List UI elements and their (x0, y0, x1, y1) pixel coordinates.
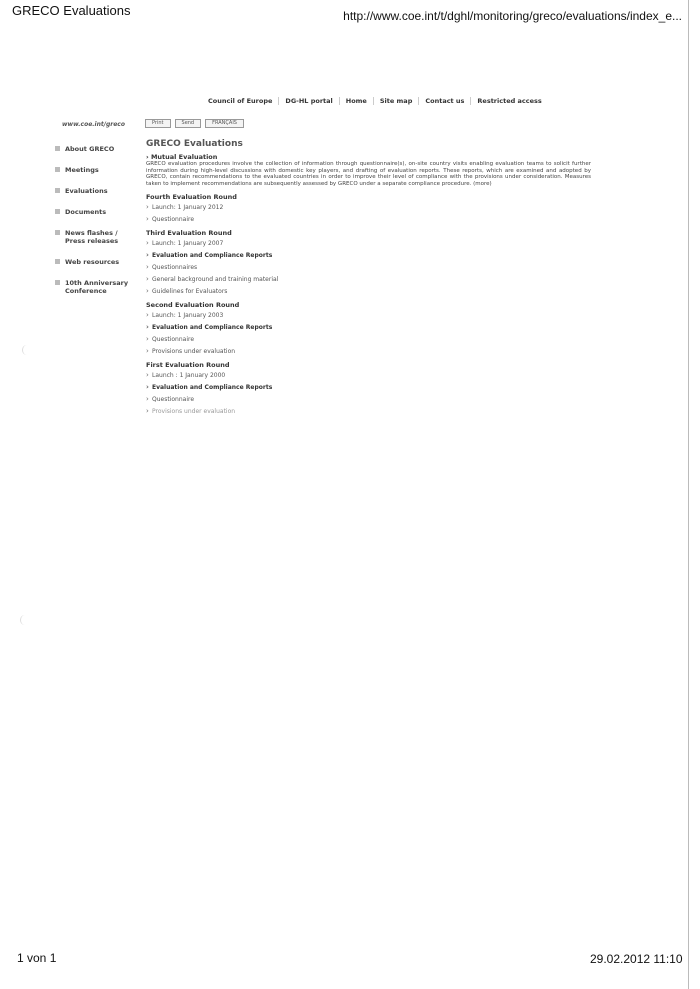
bullet-icon (55, 259, 60, 264)
section-subtitle: › Mutual Evaluation (146, 153, 218, 161)
page-edge-line (688, 0, 689, 989)
sidebar-item-news-flashes[interactable] (55, 229, 135, 245)
send-button[interactable]: Send (175, 119, 202, 128)
round-third (146, 229, 591, 295)
round-launch-item: › Launch: 1 January 2003 (146, 312, 591, 319)
nav-contact-us[interactable]: Contact us (419, 97, 471, 105)
sidebar (55, 145, 135, 308)
nav-council-of-europe[interactable]: Council of Europe (202, 97, 279, 105)
sidebar-item-label: Meetings (65, 166, 99, 174)
sidebar-item-about-greco[interactable] (55, 145, 135, 153)
sidebar-item-label: 10th Anniversary Conference (65, 279, 129, 295)
main-content (146, 139, 591, 420)
round-title: Fourth Evaluation Round (146, 193, 237, 201)
page-toolbar (145, 119, 244, 128)
print-button[interactable]: Print (145, 119, 171, 128)
round-launch-item: › Launch: 1 January 2012 (146, 204, 591, 211)
nav-dghl-portal[interactable]: DG-HL portal (279, 97, 339, 105)
scan-artifact (20, 615, 29, 625)
round-second (146, 301, 591, 355)
round-title: Second Evaluation Round (146, 301, 240, 309)
page-title: GRECO Evaluations (146, 139, 243, 149)
round-launch-item: › Launch: 1 January 2007 (146, 240, 591, 247)
print-footer-datetime: 29.02.2012 11:10 (590, 952, 683, 966)
round-link-questionnaire[interactable]: › Questionnaire (146, 336, 591, 343)
intro-paragraph: GRECO evaluation procedures involve the collection of information through questionnaire(s), on-site country visits enabling evaluation teams to solicit further information during high-level discussions with domestic key players, and drafting of evaluation reports. These reports, which are examined and adopted by GRECO, contain recommendations to the evaluated countries in order to improve their level of compliance with the provisions under consideration. Measures taken to implement recommendations are subsequently assessed by GRECO under a separate compliance procedure. (more) (146, 161, 591, 187)
sidebar-item-label: Documents (65, 208, 107, 216)
sidebar-item-documents[interactable] (55, 208, 135, 216)
round-fourth (146, 193, 591, 223)
round-link-reports[interactable]: › Evaluation and Compliance Reports (146, 384, 591, 391)
bullet-icon (55, 167, 60, 172)
sidebar-item-meetings[interactable] (55, 166, 135, 174)
round-link-provisions[interactable]: › Provisions under evaluation (146, 408, 591, 415)
bullet-icon (55, 230, 60, 235)
bullet-icon (55, 146, 60, 151)
bullet-icon (55, 188, 60, 193)
round-launch-item: › Launch : 1 January 2000 (146, 372, 591, 379)
nav-restricted-access[interactable]: Restricted access (477, 97, 542, 105)
sidebar-item-label: Web resources (65, 258, 120, 266)
sidebar-item-label: About GRECO (65, 145, 115, 153)
round-link-training-material[interactable]: › General background and training material (146, 276, 591, 283)
round-title: First Evaluation Round (146, 361, 230, 369)
round-link-provisions[interactable]: › Provisions under evaluation (146, 348, 591, 355)
bullet-icon (55, 209, 60, 214)
nav-home[interactable]: Home (340, 97, 374, 105)
round-link-guidelines[interactable]: › Guidelines for Evaluators (146, 288, 591, 295)
print-header-url: http://www.coe.int/t/dghl/monitoring/greco/evaluations/index_e... (343, 9, 682, 23)
site-url-link[interactable]: www.coe.int/greco (62, 121, 125, 128)
round-link-reports[interactable]: › Evaluation and Compliance Reports (146, 324, 591, 331)
scan-artifact (22, 345, 31, 355)
round-link-questionnaire[interactable]: › Questionnaire (146, 216, 591, 223)
nav-site-map[interactable]: Site map (374, 97, 420, 105)
round-first (146, 361, 591, 415)
sidebar-item-label: News flashes / Press releases (65, 229, 119, 245)
print-footer-pages: 1 von 1 (17, 951, 57, 965)
top-navigation (202, 97, 548, 105)
round-title: Third Evaluation Round (146, 229, 232, 237)
subtitle-text: Mutual Evaluation (150, 153, 218, 161)
sidebar-item-10th-anniversary[interactable] (55, 279, 135, 295)
print-header-title: GRECO Evaluations (12, 3, 131, 18)
round-link-questionnaires[interactable]: › Questionnaires (146, 264, 591, 271)
bullet-icon (55, 280, 60, 285)
sidebar-item-evaluations[interactable] (55, 187, 135, 195)
sidebar-item-web-resources[interactable] (55, 258, 135, 266)
round-link-reports[interactable]: › Evaluation and Compliance Reports (146, 252, 591, 259)
round-link-questionnaire[interactable]: › Questionnaire (146, 396, 591, 403)
sidebar-item-label: Evaluations (65, 187, 108, 195)
francais-button[interactable]: FRANÇAIS (205, 119, 244, 128)
